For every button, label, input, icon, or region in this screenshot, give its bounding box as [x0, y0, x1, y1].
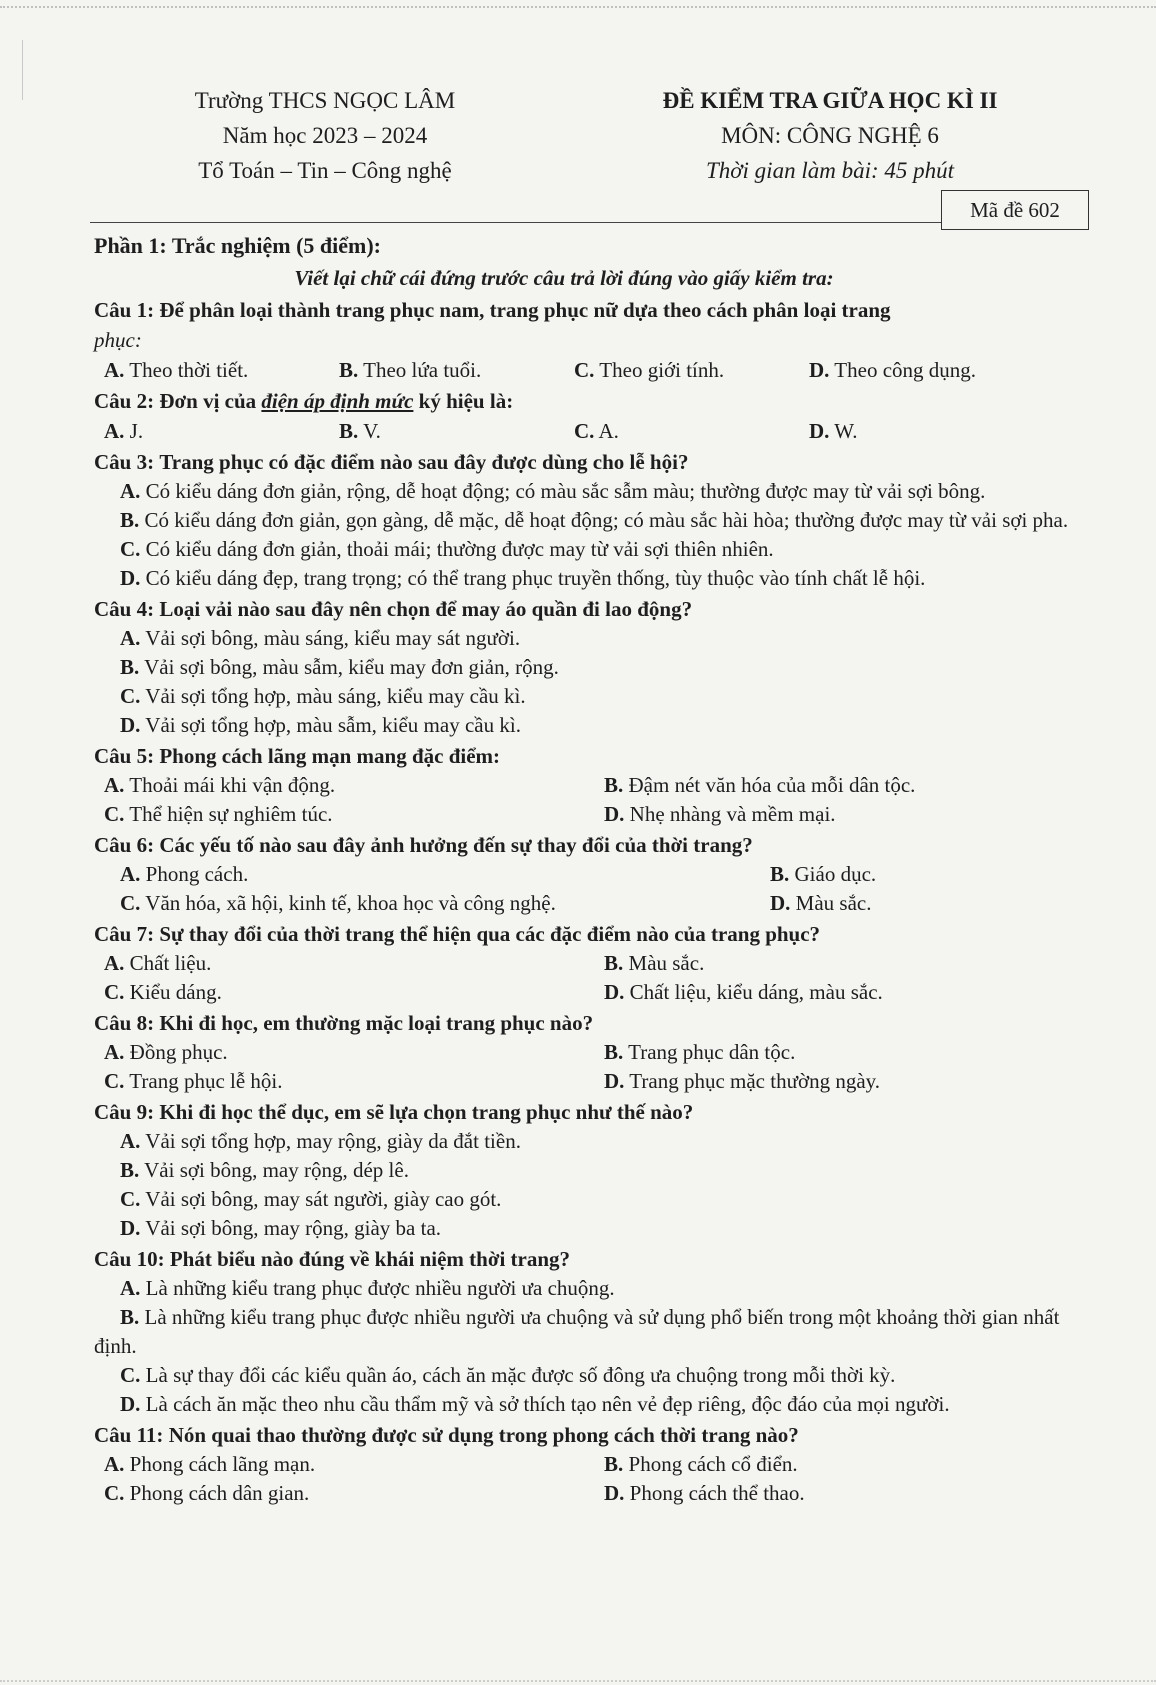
question-text: Khi đi học thể dục, em sẽ lựa chọn trang phục như thế nào? [159, 1100, 694, 1124]
option-c: C. Theo giới tính. [574, 358, 725, 382]
school-header [150, 83, 500, 188]
option-c: C. Văn hóa, xã hội, kinh tế, khoa học và công nghệ. [120, 891, 556, 915]
scan-mark [22, 40, 23, 100]
option-a: A. Có kiểu dáng đơn giản, rộng, dễ hoạt động; có màu sắc sẫm màu; thường được may từ vải sợi bông. [120, 479, 986, 503]
option-b: B. Vải sợi bông, may rộng, dép lê. [120, 1158, 409, 1182]
options-q6 [94, 860, 1094, 918]
exam-header [620, 83, 1040, 188]
question-text: Nón quai thao thường được sử dụng trong phong cách thời trang nào? [168, 1423, 799, 1447]
option-a: A. Thoải mái khi vận động. [104, 773, 336, 797]
option-a: A. Là những kiểu trang phục được nhiều người ưa chuộng. [120, 1276, 615, 1300]
option-d: D. Vải sợi tổng hợp, màu sẫm, kiểu may cầu kì. [120, 713, 521, 737]
option-b: B. Trang phục dân tộc. [604, 1040, 796, 1064]
underlined-term: điện áp định mức [261, 389, 414, 413]
question-text: Sự thay đổi của thời trang thể hiện qua các đặc điểm nào của trang phục? [159, 922, 821, 946]
question-label: Câu 3: [94, 450, 155, 474]
question-label: Câu 11: [94, 1423, 164, 1447]
option-c: C. Có kiểu dáng đơn giản, thoải mái; thường được may từ vải sợi thiên nhiên. [120, 537, 774, 561]
option-b: B. Phong cách cổ điển. [604, 1452, 798, 1476]
options-q8 [94, 1038, 1094, 1096]
instruction: Viết lại chữ cái đứng trước câu trả lời đúng vào giấy kiểm tra: [294, 266, 834, 290]
question-1 [94, 295, 1094, 355]
option-a: A. Phong cách. [120, 862, 249, 886]
scan-top-edge [0, 0, 1156, 8]
option-d: D. Theo công dụng. [809, 358, 977, 382]
exam-time: Thời gian làm bài: 45 phút [705, 158, 955, 183]
question-label: Câu 6: [94, 833, 155, 857]
exam-code: Mã đề 602 [941, 190, 1089, 230]
option-a: A. Vải sợi bông, màu sáng, kiểu may sát người. [120, 626, 521, 650]
question-label: Câu 10: [94, 1247, 165, 1271]
option-c: C. A. [574, 419, 619, 443]
option-d: D. Nhẹ nhàng và mềm mại. [604, 802, 836, 826]
option-d: D. Phong cách thể thao. [604, 1481, 805, 1505]
question-label: Câu 2: [94, 389, 155, 413]
option-a: A. Chất liệu. [104, 951, 212, 975]
option-a: A. Vải sợi tổng hợp, may rộng, giày da đắt tiền. [120, 1129, 521, 1153]
option-a: A. Theo thời tiết. [104, 358, 249, 382]
question-label: Câu 9: [94, 1100, 155, 1124]
option-b: B. Đậm nét văn hóa của mỗi dân tộc. [604, 773, 916, 797]
option-b: B. Có kiểu dáng đơn giản, gọn gàng, dễ mặc, dễ hoạt động; có màu sắc hài hòa; thường được may từ vải sợi pha. [120, 508, 1069, 532]
options-q9 [94, 1127, 1094, 1243]
question-label: Câu 5: [94, 744, 155, 768]
option-c: C. Thể hiện sự nghiêm túc. [104, 802, 333, 826]
option-d: D. Có kiểu dáng đẹp, trang trọng; có thể trang phục truyền thống, tùy thuộc vào tính chất lễ hội. [120, 566, 926, 590]
question-3 [94, 447, 1094, 477]
option-b: B. Màu sắc. [604, 951, 705, 975]
exam-subject: MÔN: CÔNG NGHỆ 6 [721, 123, 939, 148]
option-c: C. Vải sợi bông, may sát người, giày cao gót. [120, 1187, 502, 1211]
question-8 [94, 1008, 1094, 1038]
question-11 [94, 1420, 1094, 1450]
option-d: D. W. [809, 419, 858, 443]
option-c: C. Phong cách dân gian. [104, 1481, 310, 1505]
option-b: B. Là những kiểu trang phục được nhiều người ưa chuộng và sử dụng phổ biến trong một khoảng thời gian nhất định. [94, 1305, 1060, 1358]
question-9 [94, 1097, 1094, 1127]
question-10 [94, 1244, 1094, 1274]
option-d: D. Chất liệu, kiểu dáng, màu sắc. [604, 980, 883, 1004]
school-year: Năm học 2023 – 2024 [222, 123, 428, 148]
question-label: Câu 4: [94, 597, 155, 621]
question-text: Phát biểu nào đúng về khái niệm thời trang? [169, 1247, 571, 1271]
question-text: Trang phục có đặc điểm nào sau đây được dùng cho lễ hội? [159, 450, 689, 474]
option-d: D. Vải sợi bông, may rộng, giày ba ta. [120, 1216, 442, 1240]
option-c: C. Trang phục lễ hội. [104, 1069, 283, 1093]
options-q4 [94, 624, 1094, 740]
option-b: B. Giáo dục. [770, 862, 877, 886]
option-c: C. Kiểu dáng. [104, 980, 222, 1004]
option-a: A. J. [104, 419, 144, 443]
options-q7 [94, 949, 1094, 1007]
question-label: Câu 7: [94, 922, 155, 946]
option-d: D. Là cách ăn mặc theo nhu cầu thẩm mỹ và sở thích tạo nên vẻ đẹp riêng, độc đáo của mọi người. [120, 1392, 950, 1416]
question-text: Để phân loại thành trang phục nam, trang phục nữ dựa theo cách phân loại trang [159, 298, 891, 322]
question-5 [94, 741, 1094, 771]
question-2: Câu 2: Đơn vị của điện áp định mức ký hiệu là: [94, 389, 514, 413]
option-c: C. Vải sợi tổng hợp, màu sáng, kiểu may cầu kì. [120, 684, 526, 708]
department: Tổ Toán – Tin – Công nghệ [198, 158, 452, 183]
option-b: B. Vải sợi bông, màu sẫm, kiểu may đơn giản, rộng. [120, 655, 559, 679]
options-q1 [94, 355, 1094, 385]
options-q2 [94, 416, 1094, 446]
option-c: C. Là sự thay đổi các kiểu quần áo, cách ăn mặc được số đông ưa chuộng trong mỗi thời kỳ. [120, 1363, 896, 1387]
question-text: Phong cách lãng mạn mang đặc điểm: [159, 744, 501, 768]
option-b: B. Theo lứa tuổi. [339, 358, 482, 382]
option-a: A. Phong cách lãng mạn. [104, 1452, 316, 1476]
options-q11 [94, 1450, 1094, 1508]
question-label: Câu 1: [94, 298, 155, 322]
option-d: D. Trang phục mặc thường ngày. [604, 1069, 881, 1093]
school-name: Trường THCS NGỌC LÂM [194, 88, 456, 113]
question-4 [94, 594, 1094, 624]
question-text-cont: phục: [94, 328, 142, 352]
question-6 [94, 830, 1094, 860]
part-title: Phần 1: Trắc nghiệm (5 điểm): [94, 233, 381, 258]
exam-content [94, 228, 1094, 1508]
question-text: Các yếu tố nào sau đây ảnh hưởng đến sự thay đổi của thời trang? [159, 833, 753, 857]
question-text: Loại vải nào sau đây nên chọn để may áo quần đi lao động? [159, 597, 693, 621]
scan-bottom-edge [0, 1680, 1156, 1685]
question-7 [94, 919, 1094, 949]
question-label: Câu 8: [94, 1011, 155, 1035]
exam-title: ĐỀ KIỂM TRA GIỮA HỌC KÌ II [662, 88, 998, 113]
option-b: B. V. [339, 419, 381, 443]
option-a: A. Đồng phục. [104, 1040, 228, 1064]
header-divider [90, 222, 941, 223]
options-q5 [94, 771, 1094, 829]
option-d: D. Màu sắc. [770, 891, 872, 915]
question-text: Khi đi học, em thường mặc loại trang phục nào? [159, 1011, 594, 1035]
